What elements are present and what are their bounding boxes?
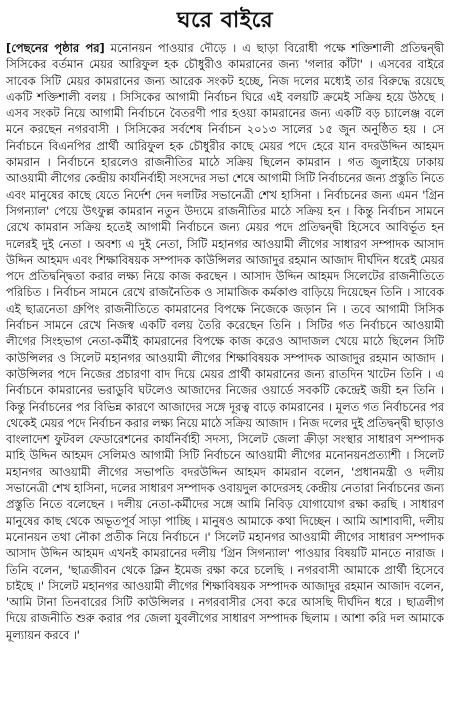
continued-from-label: পেছনের পৃষ্ঠার পর [11,41,100,55]
article-body [6,40,444,643]
continued-label-close-bracket: ] [99,41,105,55]
article-headline: ঘরে বাইরে [176,7,274,33]
continued-label-open-bracket: [ [6,41,12,55]
article-body-text: মনোনয়ন পাওয়ার দৌড়ে । এ ছাড়া বিরোধী পক্ষে শক্তিশালী প্রতিদ্বন্দ্বী সিসিকের বর্তমান মেয়র আরিফুল হক চৌধুরীও কামরানের জন্য 'গলার কাঁটা' । এসবের বাইরে সাবেক সিটি মেয়র কামরানের জন্য আরেক সংকট হচ্ছে, নিজ দলের মধ্যেই তার বিরুদ্ধে রয়েছে একটি শক্তিশালী বলয় । সিসিকের আগামী নির্বাচন ঘিরে এই বলয়টি ক্রমেই সক্রিয় হয়ে উঠছে । এসব সংকট নিয়ে আগামী নির্বাচনে বৈতরণী পার হওয়া কামরানের জন্য একটি বড় চ্যালেঞ্জ বলে মনে করছেন নগরবাসী । সিসিকের সর্বশেষ নির্বাচন ২০১৩ সালের ১৫ জুন অনুষ্ঠিত হয় । সে নির্বাচনে বিএনপির প্রার্থী আরিফুল হক চৌধুরীর কাছে মেয়র পদে হেরে যান বদরউদ্দিন আহমদ কামরান । নির্বাচনে হারলেও রাজনীতির মাঠে সক্রিয় ছিলেন কামরান । গত জুলাইয়ে ঢাকায় আওয়ামী লীগের কেন্দ্রীয় কার্যনির্বাহী সংসদের সভা শেষে আগামী সিটি নির্বাচনের জন্য প্রস্তুতি নিতে এবং মানুষের কাছে যেতে নির্দেশ দেন দলটির সভানেত্রী শেখ হাসিনা । নির্বাচনের জন্য এমন 'গ্রিন সিগন্যাল' পেয়ে উৎফুল্ল কামরান নতুন উদ্যমে রাজনীতির মাঠে সক্রিয় হন । কিন্তু নির্বাচন সামনে রেখে কামরান সক্রিয় হতেই আগামী নির্বাচনে জন্য মেয়র পদে প্রতিদ্বন্দ্বী হিসেবে আবির্ভূত হন দলেরই দুই নেতা । অবশ্য এ দুই নেতা, সিটি মহানগর আওয়ামী লীগের সাধারণ সম্পাদক আসাদ উদ্দিন আহমদ এবং শিক্ষাবিষয়ক সম্পাদক কাউন্সিলর আজাদুর রহমান আজাদ দীর্ঘদিন ধরেই মেয়র পদে প্রতিদ্বন্দ্বিতা করার লক্ষ্য নিয়ে কাজ করছেন । আসাদ উদ্দিন আহমদ সিলেটের রাজনীতিতে পরিচিত । নির্বাচন সামনে রেখে রাজনৈতিক ও সামাজিক কর্মকাণ্ড বাড়িয়ে দিয়েছেন তিনি । সাবেক এই ছাত্রনেতা গ্রুপিং রাজনীতিতে কামরানের বিপক্ষে নিজেকে জড়ান নি । তবে আগামী সিসিক নির্বাচন সামনে রেখে নিজস্ব একটি বলয় তৈরি করেছেন তিনি । সিটির গত নির্বাচনে আওয়ামী লীগের সিংহভাগ নেতা-কর্মীই কামরানের বিপক্ষে কাজ করেও আদাজল খেয়ে মাঠে ছিলেন সিটি কাউন্সিলর ও সিলেট মহানগর আওয়ামী লীগের শিক্ষাবিষয়ক সম্পাদক আজাদুর রহমান আজাদ । কাউন্সিলর পদে নিজের প্রচারণা বাদ দিয়ে মেয়র প্রার্থী কামরানের জন্য রাতদিন খাটেন তিনি । এ নির্বাচনে কামরানের ভরাডুবি ঘটলেও আজাদের নিজের ওয়ার্ডে সবকটি কেন্দ্রেই জয়ী হন তিনি । কিন্তু নির্বাচনের পর বিভিন্ন কারণে আজাদের সঙ্গে দূরত্ব বাড়ে কামরানের । মূলত গত নির্বাচনের পর থেকেই মেয়র পদে নির্বাচন করার লক্ষ্য নিয়ে মাঠে সক্রিয় আজাদ । নিজ দলের দুই প্রতিদ্বন্দ্বী ছাড়াও বাংলাদেশ ফুটবল ফেডারেশনের কার্যনির্বাহী সদস্য, সিলেট জেলা ক্রীড়া সংস্থার সাধারণ সম্পাদক মাহি উদ্দিন আহমদ সেলিমও আগামী সিটি নির্বাচনে আওয়ামী লীগের মনোনয়নপ্রত্যাশী । সিলেট মহানগর আওয়ামী লীগের সভাপতি বদরউদ্দিন আহমদ কামরান বলেন, 'প্রধানমন্ত্রী ও দলীয় সভানেত্রী শেখ হাসিনা, দলের সাধারণ সম্পাদক ওবায়দুল কাদেরসহ কেন্দ্রীয় নেতারা নির্বাচনের জন্য প্রস্তুতি নিতে বলেছেন । দলীয় নেতা-কর্মীদের সঙ্গে আমি নিবিড় যোগাযোগ রক্ষা করছি । সাধারণ মানুষের কাছ থেকে অভূতপূর্ব সাড়া পাচ্ছি । মানুষও আমাকে কথা দিচ্ছেন । আমি আশাবাদী, দলীয় মনোনয়ন তথা নৌকা প্রতীক নিয়ে নির্বাচনে ।' সিলেট মহানগর আওয়ামী লীগের সাধারণ সম্পাদক আসাদ উদ্দিন আহমদ এখনই কামরানের দলীয় 'গ্রিন সিগন্যাল' পাওয়ার বিষয়টি মানতে নারাজ । তিনি বলেন, 'ছাত্রজীবন থেকে ক্লিন ইমেজ রক্ষা করে চলেছি । নগরবাসী আমাকে প্রার্থী হিসেবে চাইছে ।' সিলেট মহানগর আওয়ামী লীগের শিক্ষাবিষয়ক সম্পাদক আজাদুর রহমান আজাদ বলেন, 'আমি টানা তিনবারের সিটি কাউন্সিলর । নগরবাসীর সেবা করে আসছি দীর্ঘদিন ধরে । ছাত্রলীগ দিয়ে রাজনীতি শুরু করার পর জেলা যুবলীগের সাধারণ সম্পাদক ছিলাম । আশা করি দল আমাকে মূল্যায়ন করবে ।' [6,41,444,642]
